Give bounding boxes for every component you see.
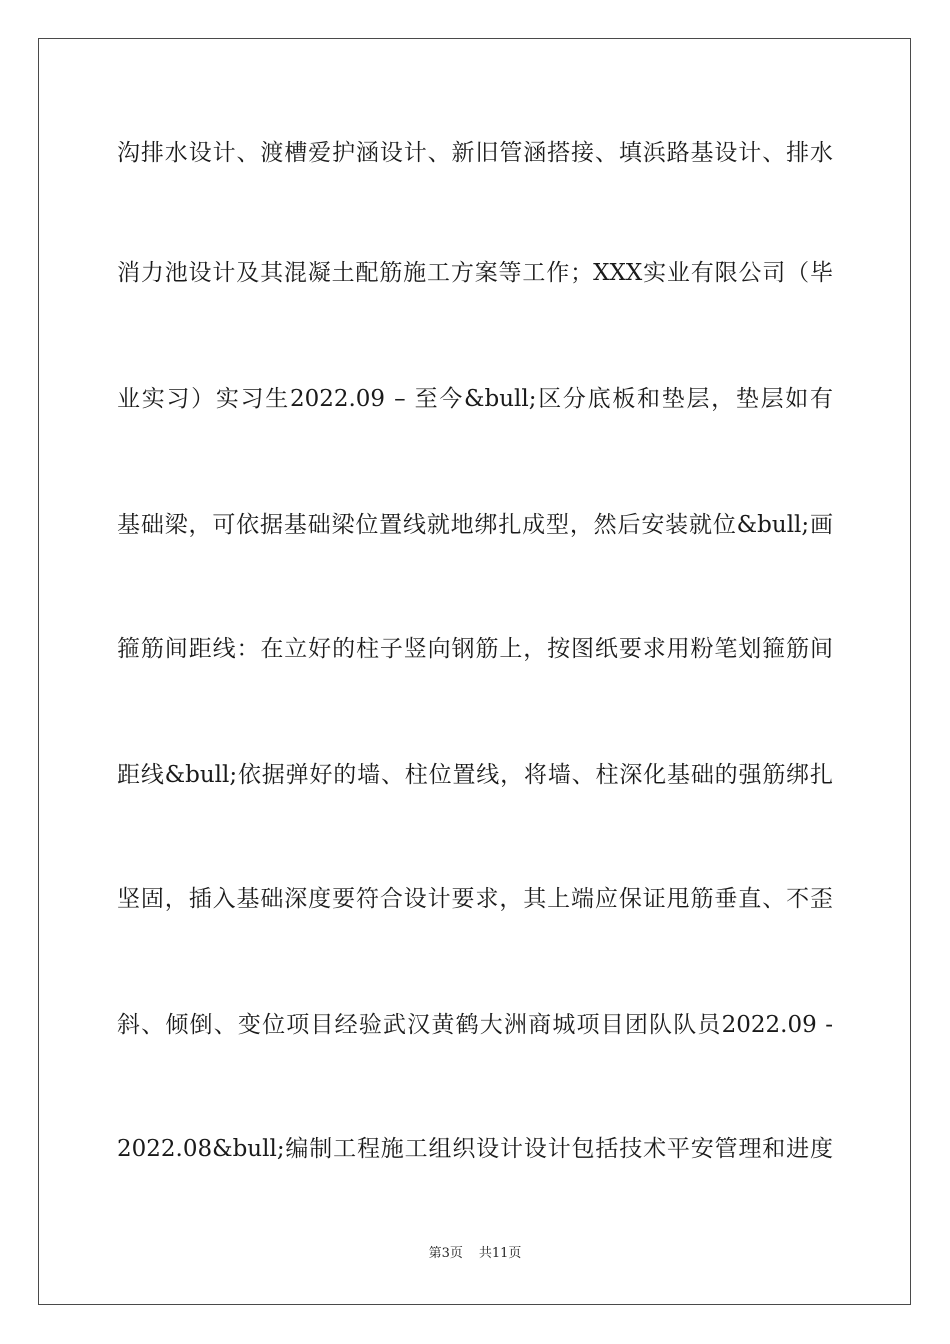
text-line: 沟排水设计、渡槽爱护涵设计、新旧管涵搭接、填浜路基设计、排水 bbox=[117, 140, 833, 166]
text-line: 2022.08&bull;编制工程施工组织设计设计包括技术平安管理和进度 bbox=[117, 1136, 833, 1162]
text-line: 斜、倾倒、变位项目经验武汉黄鹤大洲商城项目团队队员2022.09 - bbox=[117, 1012, 833, 1038]
page-total: 共11页 bbox=[478, 1246, 522, 1261]
text-line: 距线&bull;依据弹好的墙、柱位置线，将墙、柱深化基础的强筋绑扎 bbox=[117, 762, 833, 788]
text-line: 业实习）实习生2022.09 – 至今&bull;区分底板和垫层，垫层如有 bbox=[117, 386, 833, 412]
text-line: 箍筋间距线：在立好的柱子竖向钢筋上，按图纸要求用粉笔划箍筋间 bbox=[117, 636, 833, 662]
text-line: 坚固，插入基础深度要符合设计要求，其上端应保证甩筋垂直、不歪 bbox=[117, 886, 833, 912]
text-line: 基础梁，可依据基础梁位置线就地绑扎成型，然后安装就位&bull;画 bbox=[117, 512, 833, 538]
page-number: 第3页 bbox=[428, 1246, 463, 1261]
text-line: 消力池设计及其混凝土配筋施工方案等工作；XXX实业有限公司（毕 bbox=[117, 260, 833, 286]
page-border bbox=[38, 38, 911, 1305]
page-footer bbox=[0, 1246, 950, 1262]
